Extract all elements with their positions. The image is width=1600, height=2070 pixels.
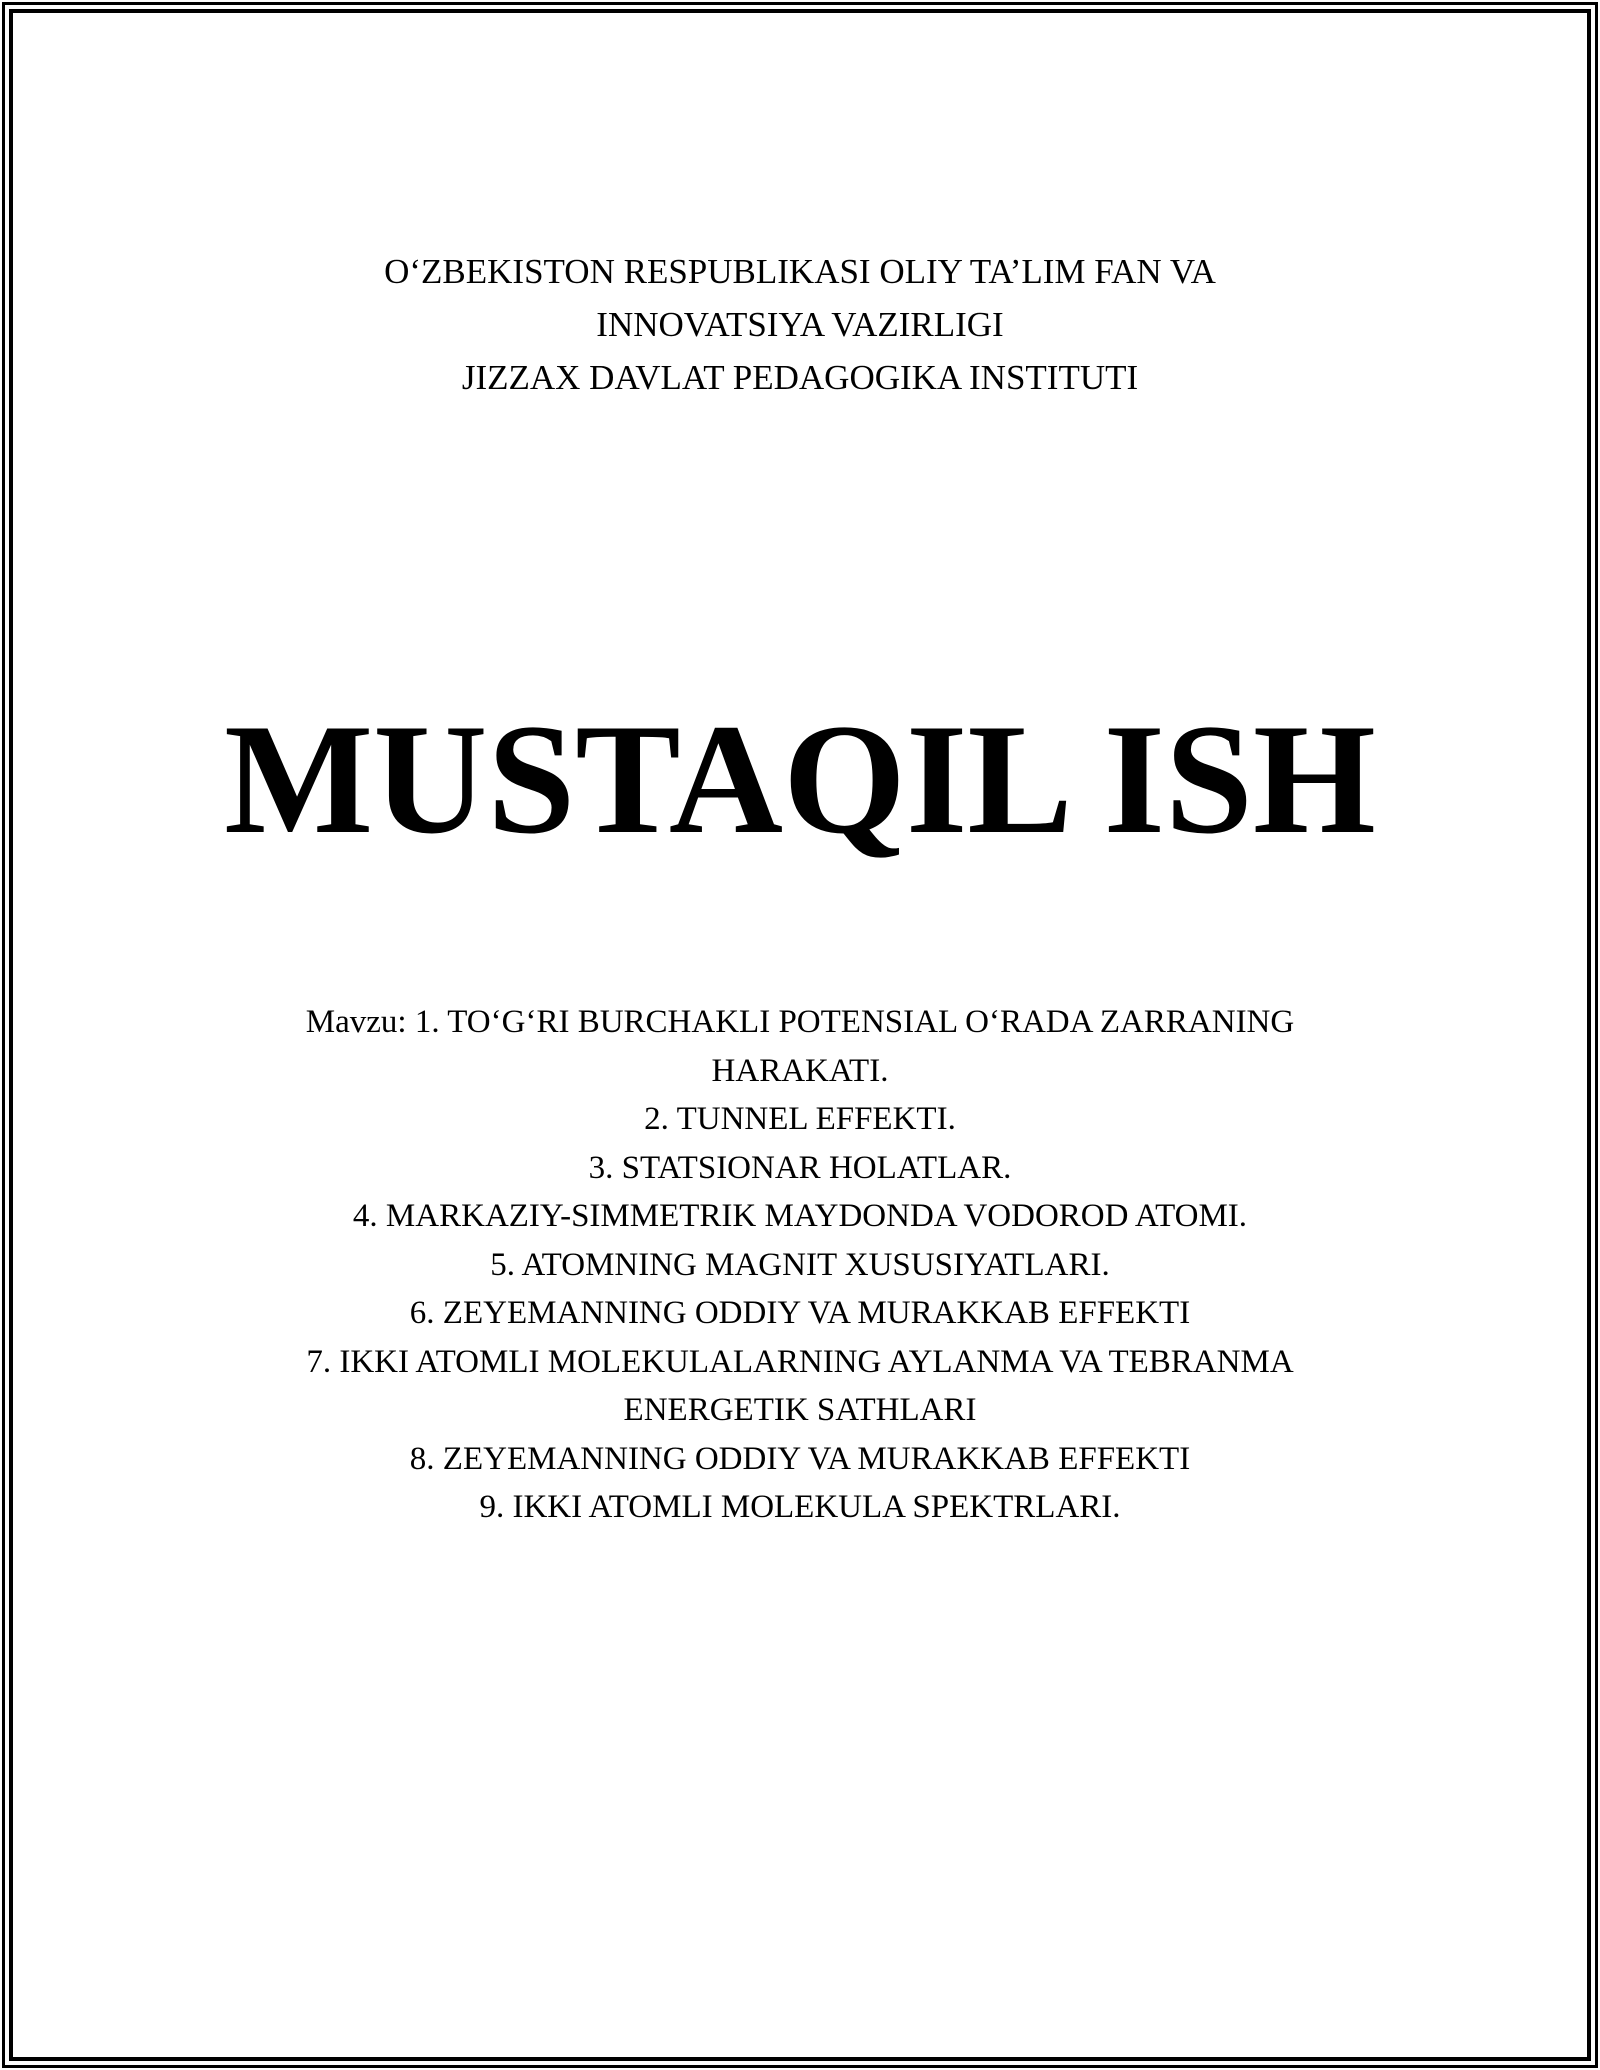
topics-list <box>220 998 1380 1532</box>
topic-line: 9. IKKI ATOMLI MOLEKULA SPEKTRLARI. <box>479 1489 1121 1525</box>
header-line: JIZZAX DAVLAT PEDAGOGIKA INSTITUTI <box>461 358 1139 397</box>
topic-line: HARAKATI. <box>711 1052 889 1089</box>
topic-line: 4. MARKAZIY-SIMMETRIK MAYDONDA VODOROD ATOMI. <box>352 1198 1248 1234</box>
topic-line: Mavzu: 1. TO‘G‘RI BURCHAKLI POTENSIAL O‘RADA ZARRANING <box>305 1004 1295 1040</box>
topic-line: 7. IKKI ATOMLI MOLEKULALARNING AYLANMA VA TEBRANMA <box>306 1343 1294 1380</box>
institution-header <box>0 245 1600 404</box>
topic-line: 6. ZEYEMANNING ODDIY VA MURAKKAB EFFEKTI <box>409 1295 1191 1331</box>
header-line: INNOVATSIYA VAZIRLIGI <box>596 305 1004 344</box>
document-title: MUSTAQIL ISH <box>224 692 1376 867</box>
topic-line: 3. STATSIONAR HOLATLAR. <box>588 1149 1012 1186</box>
topic-line: ENERGETIK SATHLARI <box>623 1392 977 1428</box>
header-line: O‘ZBEKISTON RESPUBLIKASI OLIY TA’LIM FAN VA <box>384 252 1216 291</box>
topic-line: 5. ATOMNING MAGNIT XUSUSIYATLARI. <box>490 1246 1110 1283</box>
topic-line: 8. ZEYEMANNING ODDIY VA MURAKKAB EFFEKTI <box>409 1440 1191 1477</box>
topic-line: 2. TUNNEL EFFEKTI. <box>644 1101 956 1137</box>
